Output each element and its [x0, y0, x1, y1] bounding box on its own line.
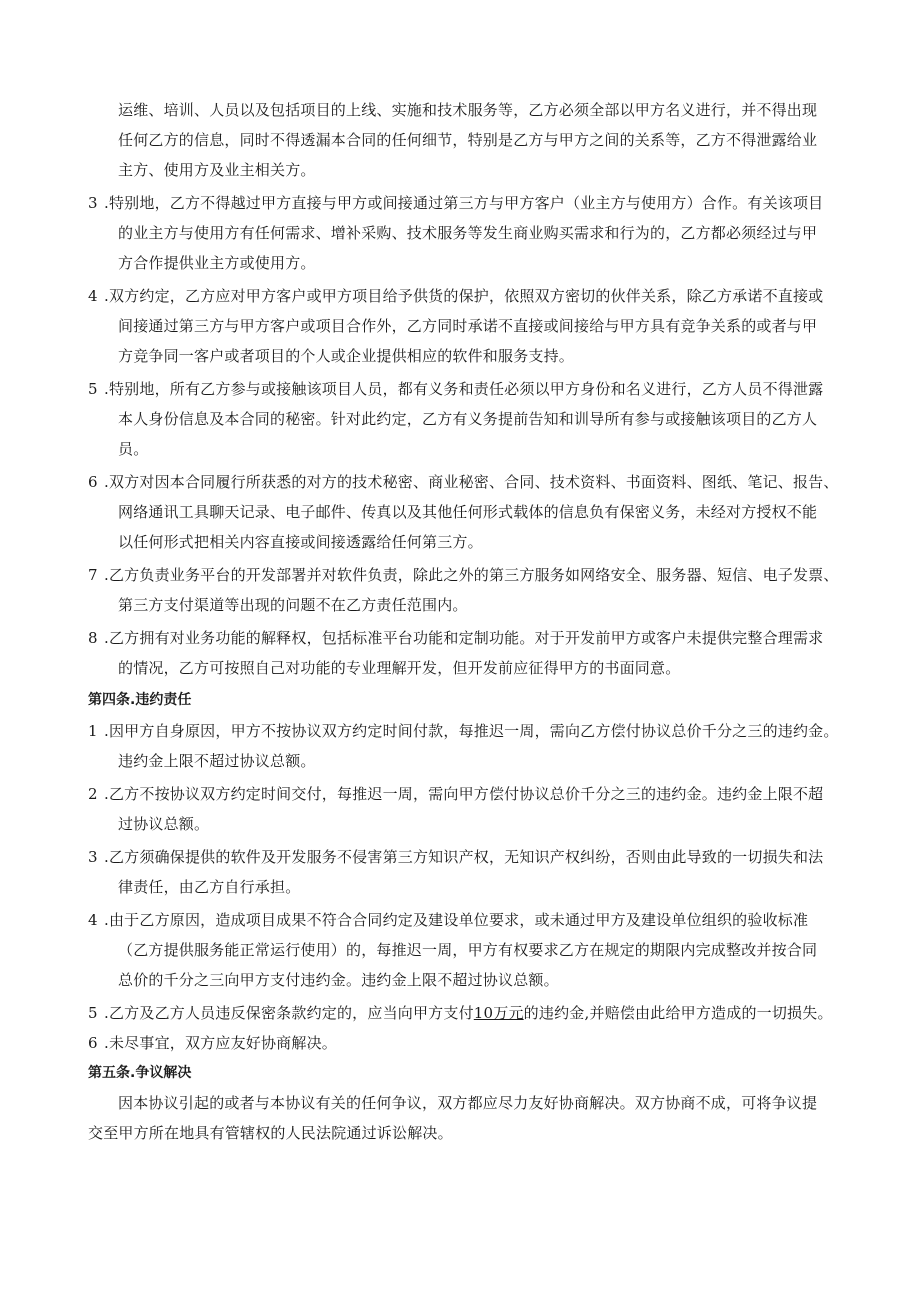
item-number: 7 [88, 566, 98, 584]
penalty-text-pre: .乙方及乙方人员违反保密条款约定的，应当向甲方支付 [104, 1004, 474, 1022]
item-text-line: .未尽事宜，双方应友好协商解决。 [104, 1034, 337, 1052]
continuation-line-2: 任何乙方的信息，同时不得透漏本合同的任何细节，特别是乙方与甲方之间的关系等，乙方不得泄露给业 [118, 131, 818, 149]
item-text-line: .乙方须确保提供的软件及开发服务不侵害第三方知识产权，无知识产权纠纷，否则由此导致的一切损失和法 [104, 848, 824, 866]
item-text-line: .由于乙方原因，造成项目成果不符合合同约定及建设单位要求，或未通过甲方及建设单位组织的验收标准 [104, 911, 809, 929]
section-heading-dispute: 第五条.争议解决 [88, 1065, 192, 1081]
item-text-line: 方竞争同一客户或者项目的个人或企业提供相应的软件和服务支持。 [118, 347, 575, 365]
item-text-line: 总价的千分之三向甲方支付违约金。违约金上限不超过协议总额。 [118, 971, 559, 989]
item-number: 5 [88, 380, 98, 398]
item-number: 1 [88, 722, 98, 740]
item-text-line: .因甲方自身原因，甲方不按协议双方约定时间付款，每推迟一周，需向乙方偿付协议总价千分之三的违约金。 [104, 722, 839, 740]
item-number: 6 [88, 1034, 98, 1052]
item-text-line: 网络通讯工具聊天记录、电子邮件、传真以及其他任何形式载体的信息负有保密义务，未经对方授权不能 [118, 503, 818, 521]
section-heading-breach: 第四条.违约责任 [88, 692, 192, 708]
dispute-text-line-2: 交至甲方所在地具有管辖权的人民法院通过诉讼解决。 [88, 1124, 453, 1142]
item-text-line: .乙方不按协议双方约定时间交付，每推迟一周，需向甲方偿付协议总价千分之三的违约金。违约金上限不超 [104, 785, 824, 803]
penalty-text-post: 的违约金,并赔偿由此给甲方造成的一切损失。 [523, 1004, 833, 1022]
item-text-line: （乙方提供服务能正常运行使用）的，每推迟一周，甲方有权要求乙方在规定的期限内完成整改并按合同 [118, 941, 818, 959]
item-text-line: 的业主方与使用方有任何需求、增补采购、技术服务等发生商业购买需求和行为的，乙方都必须经过与甲 [118, 224, 818, 242]
item-text-line: 以任何形式把相关内容直接或间接透露给任何第三方。 [118, 533, 483, 551]
item-number: 3 [88, 194, 98, 212]
item-text-line: .特别地，所有乙方参与或接触该项目人员，都有义务和责任必须以甲方身份和名义进行，乙方人员不得泄露 [104, 380, 824, 398]
item-text-line-penalty [104, 1003, 833, 1023]
item-number: 2 [88, 785, 98, 803]
item-number: 8 [88, 629, 98, 647]
item-text-line: .特别地，乙方不得越过甲方直接与甲方或间接通过第三方与甲方客户（业主方与使用方）合作。有关该项目 [104, 194, 824, 212]
item-text-line: 的情况，乙方可按照自己对功能的专业理解开发，但开发前应征得甲方的书面同意。 [118, 659, 681, 677]
penalty-amount: 10万元 [473, 1004, 524, 1022]
continuation-line-1: 运维、培训、人员以及包括项目的上线、实施和技术服务等，乙方必须全部以甲方名义进行，并不得出现 [118, 101, 818, 119]
item-text-line: .双方约定，乙方应对甲方客户或甲方项目给予供货的保护，依照双方密切的伙伴关系，除乙方承诺不直接或 [104, 287, 824, 305]
item-text-line: 方合作提供业主方或使用方。 [118, 254, 316, 272]
item-text-line: 律责任，由乙方自行承担。 [118, 878, 301, 896]
item-text-line: .双方对因本合同履行所获悉的对方的技术秘密、商业秘密、合同、技术资料、书面资料、图纸、笔记、报告、 [104, 473, 839, 491]
item-text-line: 员。 [118, 440, 149, 458]
item-number: 6 [88, 473, 98, 491]
item-text-line: 第三方支付渠道等出现的问题不在乙方责任范围内。 [118, 596, 468, 614]
item-number: 4 [88, 287, 98, 305]
item-text-line: 违约金上限不超过协议总额。 [118, 752, 316, 770]
item-number: 5 [88, 1004, 98, 1022]
item-number: 3 [88, 848, 98, 866]
item-text-line: 间接通过第三方与甲方客户或项目合作外，乙方同时承诺不直接或间接给与甲方具有竞争关系的或者与甲 [118, 317, 818, 335]
item-text-line: .乙方拥有对业务功能的解释权，包括标准平台功能和定制功能。对于开发前甲方或客户未提供完整合理需求 [104, 629, 824, 647]
item-text-line: 本人身份信息及本合同的秘密。针对此约定，乙方有义务提前告知和训导所有参与或接触该项目的乙方人 [118, 410, 818, 428]
item-text-line: .乙方负责业务平台的开发部署并对软件负责，除此之外的第三方服务如网络安全、服务器、短信、电子发票、 [104, 566, 839, 584]
item-number: 4 [88, 911, 98, 929]
dispute-text-line-1: 因本协议引起的或者与本协议有关的任何争议，双方都应尽力友好协商解决。双方协商不成，可将争议提 [118, 1094, 818, 1112]
item-text-line: 过协议总额。 [118, 815, 210, 833]
continuation-line-3: 主方、使用方及业主相关方。 [118, 161, 316, 179]
